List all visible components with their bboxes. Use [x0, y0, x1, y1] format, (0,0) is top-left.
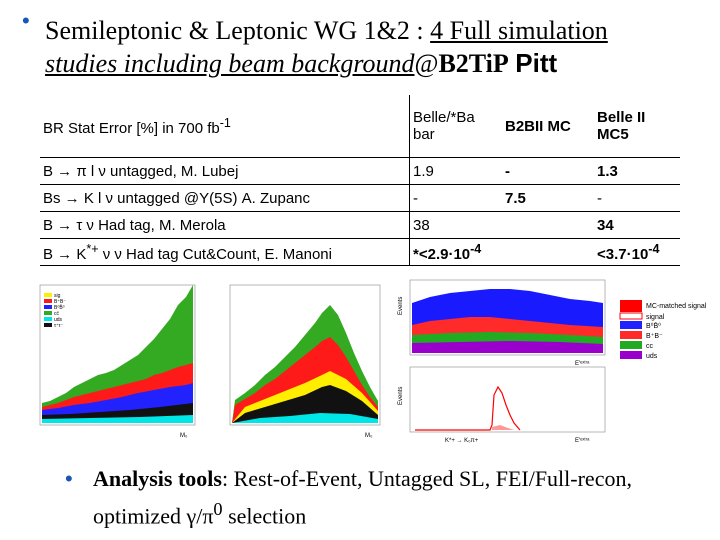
row-b2bii — [502, 239, 594, 266]
row-belle2: 1.3 — [594, 158, 680, 185]
table-header-row — [40, 95, 680, 158]
right-bottom-ylabel: Events — [398, 386, 404, 405]
right-bottom-histogram — [398, 367, 605, 444]
title-underlined: 4 Full simulation — [430, 16, 608, 45]
analysis-bullet: • — [65, 466, 73, 491]
row-belle: 1.9 — [410, 158, 503, 185]
table-row — [40, 185, 680, 212]
row-belle: $*<2.9\cdot 10^{-4}$ — [410, 239, 503, 266]
row-label: B → π l ν untagged, M. Lubej — [40, 158, 410, 185]
row-b2bii: 7.5 — [502, 185, 594, 212]
title-at: @ — [414, 49, 439, 78]
table-row — [40, 239, 680, 266]
legend-label: B⁺B⁻ — [54, 299, 66, 305]
title-pitt: Pitt — [515, 48, 558, 78]
legend-label: B⁰B̄⁰ — [646, 323, 661, 330]
title-italic: studies including beam background — [45, 49, 415, 78]
analysis-rest: : Rest-of-Event, Untagged SL, FEI/Full-recon, optimized γ/π — [93, 466, 632, 529]
analysis-bold: Analysis tools — [93, 466, 222, 491]
table-row — [40, 158, 680, 185]
right-top-histogram — [398, 280, 605, 367]
br-stat-error-table — [40, 95, 680, 266]
right-top-xlabel: E'ᵉˣᵗʳᵃ — [575, 361, 590, 367]
header-col1: Belle/*Ba bar — [410, 95, 503, 158]
row-b2bii: - — [502, 158, 594, 185]
legend-swatch — [620, 331, 642, 339]
legend-swatch — [44, 311, 52, 315]
row-belle2: $<3.7\cdot 10^{-4}$ — [594, 239, 680, 266]
header-col0: BR Stat Error [%] in 700 $fb^{-1}$ — [40, 95, 410, 158]
slide-title — [45, 14, 705, 80]
row-b2bii — [502, 212, 594, 239]
right-legend — [620, 300, 707, 360]
header-col3: Belle II MC5 — [594, 95, 680, 158]
legend-label: cc̄ — [54, 311, 59, 317]
legend-label: uds — [646, 353, 658, 360]
legend-swatch — [620, 351, 642, 359]
right-bottom-note: K*+ → K₀π+ — [445, 438, 479, 444]
row-label: B → K*+ ν ν Had tag Cut&Count, E. Manoni — [40, 239, 410, 266]
legend-swatch — [44, 293, 52, 297]
legend-swatch — [44, 305, 52, 309]
title-text: Semileptonic & Leptonic WG 1&2 : — [45, 16, 431, 45]
legend-label: uds — [54, 317, 63, 323]
legend-label: signal — [646, 314, 665, 321]
row-belle: 38 — [410, 212, 503, 239]
left-histogram — [40, 285, 195, 439]
analysis-text — [93, 464, 653, 531]
row-label: B → τ ν Had tag, M. Merola — [40, 212, 410, 239]
analysis-tail: selection — [222, 503, 307, 529]
row-belle: - — [410, 185, 503, 212]
row-belle2: 34 — [594, 212, 680, 239]
middle-histogram — [230, 285, 380, 439]
legend-label: τ⁺τ⁻ — [54, 323, 64, 329]
right-top-ylabel: Events — [398, 296, 404, 315]
legend-label: B⁰B̄⁰ — [54, 305, 65, 311]
legend-swatch — [620, 321, 642, 329]
legend-swatch — [620, 300, 642, 312]
left-xlabel: M₀ — [180, 433, 188, 439]
row-label: Bs → K l ν untagged @Υ(5S) A. Zupanc — [40, 185, 410, 212]
legend-swatch — [620, 313, 642, 319]
legend-label: sig — [54, 293, 61, 299]
middle-xlabel: M₀ — [365, 433, 373, 439]
table-row — [40, 212, 680, 239]
legend-swatch — [44, 317, 52, 321]
legend-label: MC-matched signal — [646, 303, 707, 310]
legend-swatch — [44, 299, 52, 303]
legend-label: B⁺B⁻ — [646, 333, 663, 340]
title-b2tip: B2TiP — [438, 49, 509, 78]
right-bottom-xlabel: E'ᵉˣᵗʳᵃ — [575, 438, 590, 444]
analysis-sup: 0 — [213, 499, 223, 519]
legend-label: cc — [646, 343, 653, 350]
row-belle2: - — [594, 185, 680, 212]
legend-swatch — [620, 341, 642, 349]
header-col2: B2BII MC — [502, 95, 594, 158]
title-bullet: • — [22, 8, 30, 33]
plots-area — [30, 275, 707, 445]
legend-swatch — [44, 323, 52, 327]
